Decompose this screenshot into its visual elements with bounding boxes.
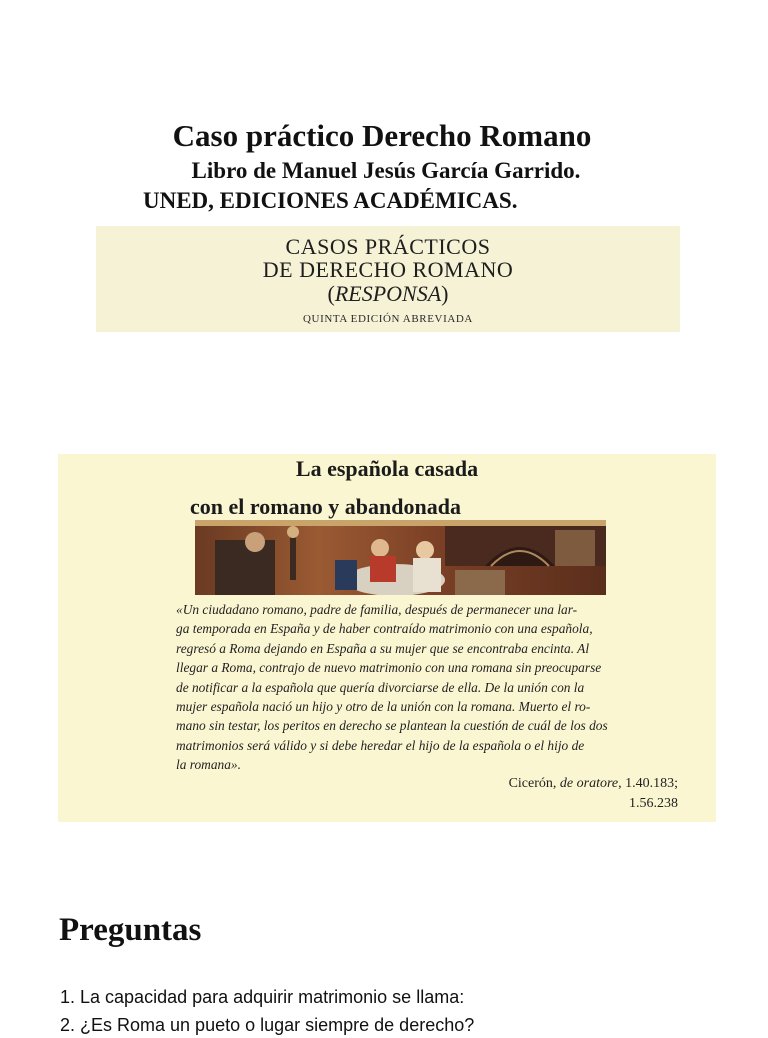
case-page-image: [58, 454, 716, 822]
citation: [509, 774, 678, 814]
quote-line: ga temporada en España y de haber contraído matrimonio con una española,: [176, 621, 593, 637]
question-item: 2. ¿Es Roma un pueto o lugar siempre de derecho?: [60, 1015, 475, 1035]
case-heading-line1: La española casada: [295, 456, 479, 481]
citation-line1: Cicerón, de oratore, 1.40.183;: [508, 776, 678, 791]
quote-line: «Un ciudadano romano, padre de familia, después de permanecer una lar-: [176, 602, 578, 617]
question-item: 1. La capacidad para adquirir matrimonio se llama:: [60, 987, 465, 1007]
book-cover-title-image: [96, 226, 680, 332]
quote-line: mano sin testar, los peritos en derecho se plantean la cuestión de cuál de los dos: [176, 718, 608, 734]
quote-line: llegar a Roma, contrajo de nuevo matrimonio con una romana sin preocuparse: [176, 660, 602, 676]
book-author-line: Libro de Manuel Jesús García Garrido.: [191, 158, 581, 183]
cover-title-line1: CASOS PRÁCTICOS: [285, 234, 491, 259]
roman-painting-illustration: [195, 520, 606, 595]
citation-line2: 1.56.238: [629, 796, 678, 811]
document-title: Caso práctico Derecho Romano: [172, 118, 592, 153]
quote-line: mujer española nació un hijo y otro de la unión con la romana. Muerto el ro-: [176, 699, 591, 715]
publisher-line: UNED, EDICIONES ACADÉMICAS.: [143, 188, 518, 213]
case-quote: [176, 600, 680, 775]
quote-line: matrimonios será válido y si debe heredar el hijo de la española o el hijo de: [176, 737, 585, 753]
quote-line: la romana».: [176, 757, 241, 773]
cover-edition-line: QUINTA EDICIÓN ABREVIADA: [303, 313, 473, 325]
quote-line: regresó a Roma dejando en España a su mujer que se encontraba encinta. Al: [176, 640, 590, 656]
quote-line: de notificar a la española que quería divorciarse de ella. De la unión con la: [176, 679, 585, 695]
cover-title-line3: (RESPONSA): [327, 281, 449, 306]
cover-title-line2: DE DERECHO ROMANO: [262, 257, 514, 282]
case-heading-line2: con el romano y abandonada: [190, 494, 461, 519]
questions-heading: Preguntas: [59, 912, 202, 948]
